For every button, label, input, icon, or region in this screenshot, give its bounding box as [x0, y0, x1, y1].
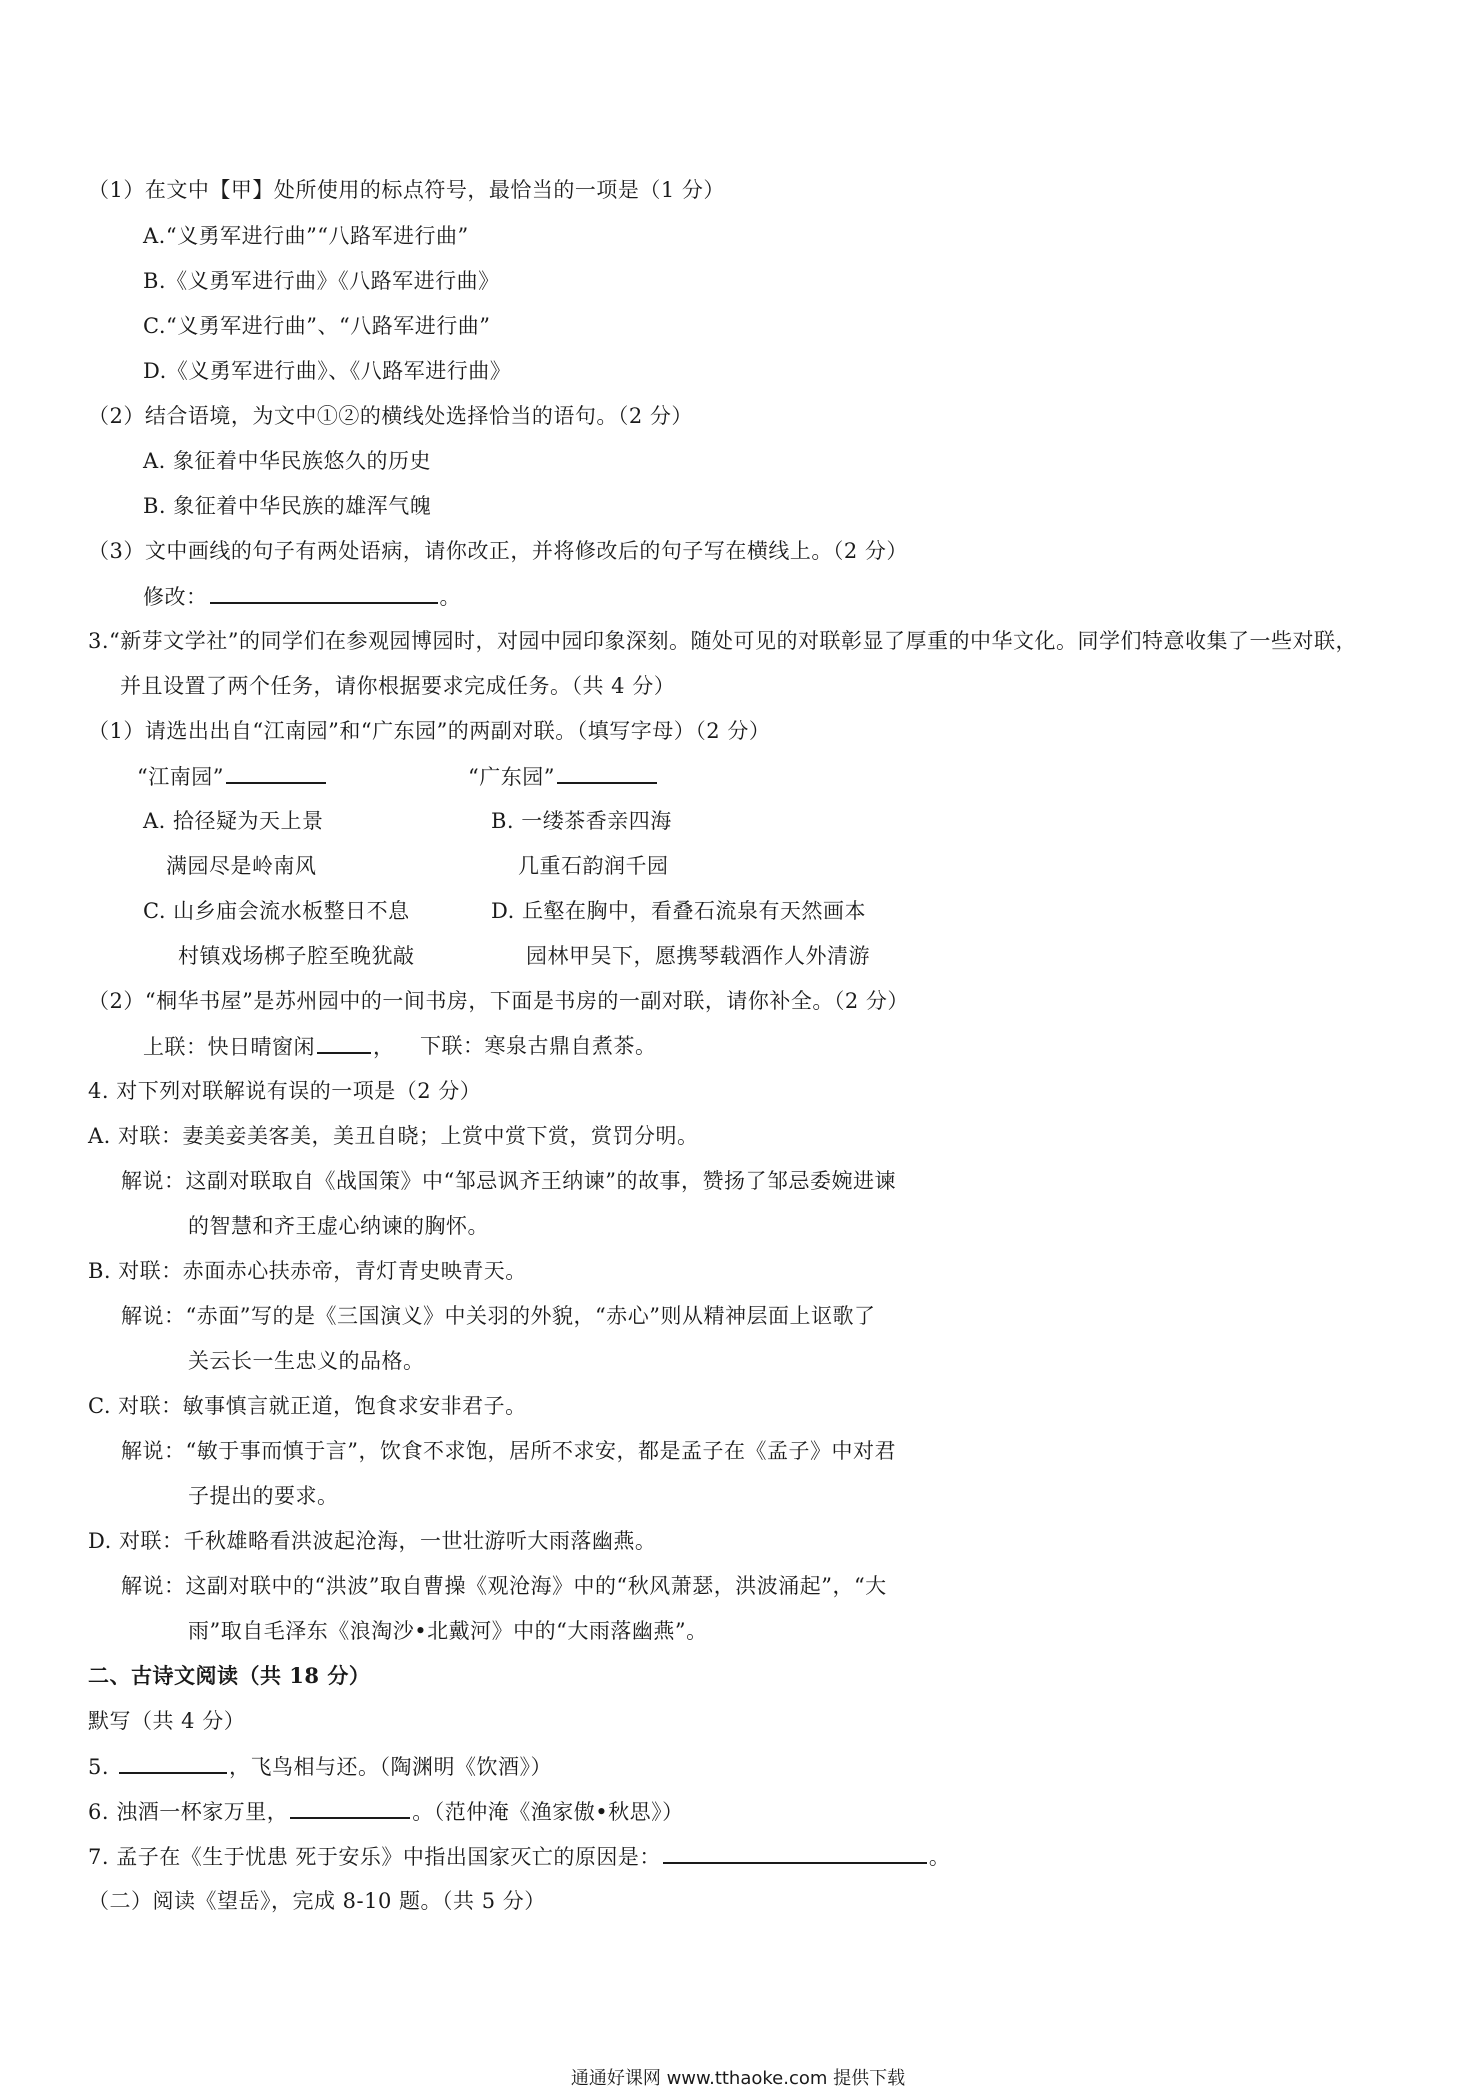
q5-line [88, 1752, 552, 1781]
q6-text: 6. 浊酒一杯家万里， [88, 1800, 289, 1824]
footer-source: 通通好课网 www.tthaoke.com 提供下载 [570, 2068, 906, 2089]
q4-a-expl1: 解说：这副对联取自《战国策》中“邹忌讽齐王纳谏”的故事，赞扬了邹忌委婉进谏 [121, 1169, 896, 1193]
q2-sub2-stem: （2）结合语境，为文中①②的横线处选择恰当的语句。（2 分） [88, 404, 693, 428]
fix-end: 。 [439, 585, 461, 609]
q3-option-a-line1: A. 拾径疑为天上景 [143, 809, 324, 833]
q4-d-expl1: 解说：这副对联中的“洪波”取自曹操《观沧海》中的“秋风萧瑟，洪波涌起”，“大 [121, 1574, 887, 1598]
q7-text: 7. 孟子在《生于忧患 死于安乐》中指出国家灭亡的原因是： [88, 1845, 661, 1869]
q3-jiangnan-answer [137, 762, 328, 791]
q3-option-b-line2: 几重石韵润千园 [518, 854, 669, 878]
q4-c-couplet: C. 对联：敏事慎言就正道，饱食求安非君子。 [88, 1394, 527, 1418]
q7-tail: 。 [928, 1845, 951, 1869]
guangdong-blank[interactable] [557, 762, 657, 784]
q3-guangdong-answer [468, 762, 659, 791]
q6-blank[interactable] [290, 1797, 410, 1819]
q2-sub2-option-a: A. 象征着中华民族悠久的历史 [143, 449, 432, 473]
q4-a-expl2: 的智慧和齐王虚心纳谏的胸怀。 [188, 1214, 489, 1238]
q3-option-c-line2: 村镇戏场梆子腔至晚犹敲 [178, 944, 415, 968]
q5-text: ，飞鸟相与还。（陶渊明《饮酒》） [229, 1755, 553, 1779]
q4-b-couplet: B. 对联：赤面赤心扶赤帝，青灯青史映青天。 [88, 1259, 527, 1283]
upper-blank[interactable] [317, 1032, 371, 1054]
q2-sub1-option-b: B.《义勇军进行曲》《八路军进行曲》 [143, 269, 500, 293]
q4-d-expl2: 雨”取自毛泽东《浪淘沙•北戴河》中的“大雨落幽燕”。 [188, 1619, 708, 1643]
q4-b-expl1: 解说：“赤面”写的是《三国演义》中关羽的外貌，“赤心”则从精神层面上讴歌了 [121, 1304, 876, 1328]
q4-stem: 4. 对下列对联解说有误的一项是（2 分） [88, 1079, 482, 1103]
q2-sub1-stem: （1）在文中【甲】处所使用的标点符号，最恰当的一项是（1 分） [88, 178, 725, 202]
q4-d-couplet: D. 对联：千秋雄略看洪波起沧海，一世壮游听大雨落幽燕。 [88, 1529, 657, 1553]
section2-subheading: 默写（共 4 分） [88, 1709, 246, 1733]
q6-tail: 。（范仲淹《渔家傲•秋思》） [412, 1800, 684, 1824]
q7-line [88, 1842, 950, 1871]
q5-number: 5. [88, 1755, 110, 1779]
q3-sub2-upper [143, 1032, 395, 1061]
q3-sub1-stem: （1）请选出出自“江南园”和“广东园”的两副对联。（填写字母）（2 分） [88, 719, 771, 743]
q3-stem-line1: 3.“新芽文学社”的同学们在参观园博园时，对园中园印象深刻。随处可见的对联彰显了厚重的中华文化。同学们特意收集了一些对联， [88, 629, 1358, 653]
q2-sub1-option-c: C.“义勇军进行曲”、“八路军进行曲” [143, 314, 491, 338]
q2-sub1-option-a: A.“义勇军进行曲”“八路军进行曲” [143, 224, 469, 248]
fix-label: 修改： [143, 585, 208, 609]
q3-option-c-line1: C. 山乡庙会流水板整日不息 [143, 899, 410, 923]
upper-prefix: 上联：快日晴窗闲 [143, 1035, 315, 1059]
q2-sub2-option-b: B. 象征着中华民族的雄浑气魄 [143, 494, 432, 518]
q3-sub2-stem: （2）“桐华书屋”是苏州园中的一间书房，下面是书房的一副对联，请你补全。（2 分） [88, 989, 909, 1013]
q4-a-couplet: A. 对联：妻美妾美客美，美丑自晓；上赏中赏下赏，赏罚分明。 [88, 1124, 699, 1148]
fix-answer-blank[interactable] [210, 582, 438, 604]
q2-sub3-fix-line [143, 582, 461, 611]
jiangnan-label: “江南园” [137, 765, 224, 789]
q3-option-a-line2: 满园尽是岭南风 [166, 854, 317, 878]
q3-option-d-line2: 园林甲吴下，愿携琴载酒作人外清游 [526, 944, 870, 968]
q4-b-expl2: 关云长一生忠义的品格。 [188, 1349, 425, 1373]
section2-heading: 二、古诗文阅读（共 18 分） [88, 1663, 371, 1688]
q3-option-b-line1: B. 一缕茶香亲四海 [491, 809, 672, 833]
q3-option-d-line1: D. 丘壑在胸中，看叠石流泉有天然画本 [491, 899, 866, 923]
q4-c-expl2: 子提出的要求。 [188, 1484, 339, 1508]
q2-sub1-option-d: D.《义勇军进行曲》、《八路军进行曲》 [143, 359, 512, 383]
q7-blank[interactable] [663, 1842, 927, 1864]
upper-suffix: ， [373, 1035, 395, 1059]
q3-sub2-lower: 下联：寒泉古鼎自煮茶。 [420, 1034, 657, 1058]
q6-line [88, 1797, 684, 1826]
q4-c-expl1: 解说：“敏于事而慎于言”，饮食不求饱，居所不求安，都是孟子在《孟子》中对君 [121, 1439, 896, 1463]
q2-sub3-stem: （3）文中画线的句子有两处语病，请你改正，并将修改后的句子写在横线上。（2 分） [88, 539, 908, 563]
jiangnan-blank[interactable] [226, 762, 326, 784]
q5-blank[interactable] [119, 1752, 227, 1774]
part2-heading: （二）阅读《望岳》，完成 8-10 题。（共 5 分） [88, 1889, 546, 1913]
guangdong-label: “广东园” [468, 765, 555, 789]
q3-stem-line2: 并且设置了两个任务，请你根据要求完成任务。（共 4 分） [120, 674, 676, 698]
